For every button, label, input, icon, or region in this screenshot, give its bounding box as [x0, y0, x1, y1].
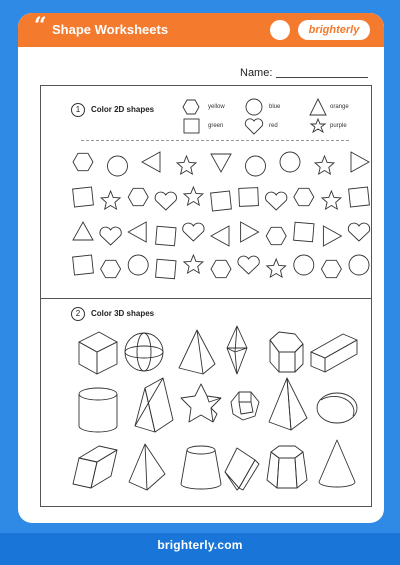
triangle-icon	[323, 226, 341, 246]
square-icon	[349, 187, 370, 207]
section-2-number: 2	[71, 307, 85, 321]
cylinder-icon	[79, 388, 117, 432]
hexagon-icon	[294, 188, 314, 205]
name-field[interactable]	[276, 77, 368, 78]
square-pyramid-icon	[269, 378, 307, 430]
key-label-yellow: yellow	[208, 104, 225, 110]
circle-icon	[280, 152, 300, 172]
heart-icon	[348, 223, 369, 241]
triangular-pyramid-icon	[179, 330, 215, 374]
hexagon-icon	[211, 260, 231, 277]
rectangular-prism-icon	[311, 334, 357, 372]
key-label-green: green	[208, 123, 224, 129]
truncated-cone-icon	[181, 446, 221, 489]
sphere-icon	[125, 333, 163, 371]
cube-icon	[79, 332, 117, 374]
triangle-icon	[241, 222, 259, 242]
square-icon	[184, 119, 199, 133]
circle-icon	[349, 255, 369, 275]
triangle-icon	[211, 226, 229, 246]
square-icon	[156, 259, 176, 279]
key-label-red: red	[269, 123, 278, 129]
brand-logo[interactable]: brighterly	[298, 20, 370, 40]
star-icon	[184, 255, 203, 273]
circle-icon	[246, 99, 262, 115]
dashed-separator	[81, 140, 349, 141]
hexagon-icon	[128, 188, 148, 205]
star-icon	[315, 156, 334, 174]
square-icon	[73, 255, 94, 275]
tetrahedron-icon	[129, 444, 165, 490]
hexagon-icon	[321, 260, 341, 277]
hexagon-icon	[183, 100, 199, 114]
star-icon	[267, 259, 286, 277]
header-bar	[18, 13, 384, 47]
heart-icon	[265, 192, 286, 210]
square-icon	[239, 188, 259, 207]
worksheet-panel	[40, 85, 372, 507]
section-2-title: Color 3D shapes	[91, 309, 155, 318]
key-label-orange: orange	[330, 104, 349, 110]
square-icon	[73, 187, 94, 207]
section-1-title: Color 2D shapes	[91, 105, 155, 114]
heart-icon	[155, 192, 176, 210]
section-divider	[41, 298, 371, 299]
worksheet-page	[18, 13, 384, 523]
heart-icon	[238, 256, 259, 274]
triangle-icon	[351, 152, 369, 172]
circle-icon	[246, 156, 266, 176]
section-1-number: 1	[71, 103, 85, 117]
square-prism-icon	[225, 448, 259, 490]
octahedron-icon	[227, 326, 247, 374]
square-icon	[211, 191, 232, 211]
hexagonal-prism-icon	[270, 332, 303, 372]
heart-icon	[100, 227, 121, 245]
triangle-icon	[128, 222, 146, 242]
hexagon-icon	[266, 227, 286, 244]
key-label-purple: purple	[330, 123, 347, 129]
heart-icon	[183, 223, 204, 241]
star-icon	[322, 191, 341, 209]
square-icon	[156, 226, 176, 246]
triangle-icon	[211, 154, 231, 172]
triangle-icon	[73, 222, 93, 240]
name-label: Name:	[240, 67, 273, 79]
triangle-icon	[310, 99, 326, 115]
cone-icon	[319, 440, 355, 487]
circle-icon	[108, 156, 128, 176]
triangle-icon	[142, 152, 160, 172]
star-icon	[177, 156, 196, 174]
shape-key	[41, 86, 371, 146]
hexagon-icon	[101, 260, 121, 277]
shapes-3d-area	[41, 322, 371, 502]
circle-icon	[128, 255, 148, 275]
quote-icon: “	[34, 13, 47, 39]
star-icon	[311, 119, 325, 132]
hexagon-icon	[73, 153, 93, 170]
star-icon	[101, 191, 120, 209]
ellipsoid-icon	[317, 393, 357, 423]
square-icon	[294, 222, 314, 242]
hexagonal-frustum-icon	[267, 446, 307, 488]
page-title: Shape Worksheets	[52, 22, 169, 37]
parallelepiped-icon	[73, 446, 117, 488]
heart-icon	[245, 119, 262, 134]
star-prism-icon	[181, 384, 221, 422]
star-icon	[184, 187, 203, 205]
triangular-prism-icon	[135, 378, 173, 432]
footer-url[interactable]: brighterly.com	[157, 538, 243, 552]
circle-decoration-icon	[270, 20, 290, 40]
circle-icon	[294, 255, 314, 275]
shapes-2d-area	[41, 144, 371, 294]
key-label-blue: blue	[269, 104, 281, 110]
truncated-octahedron-icon	[231, 392, 259, 420]
